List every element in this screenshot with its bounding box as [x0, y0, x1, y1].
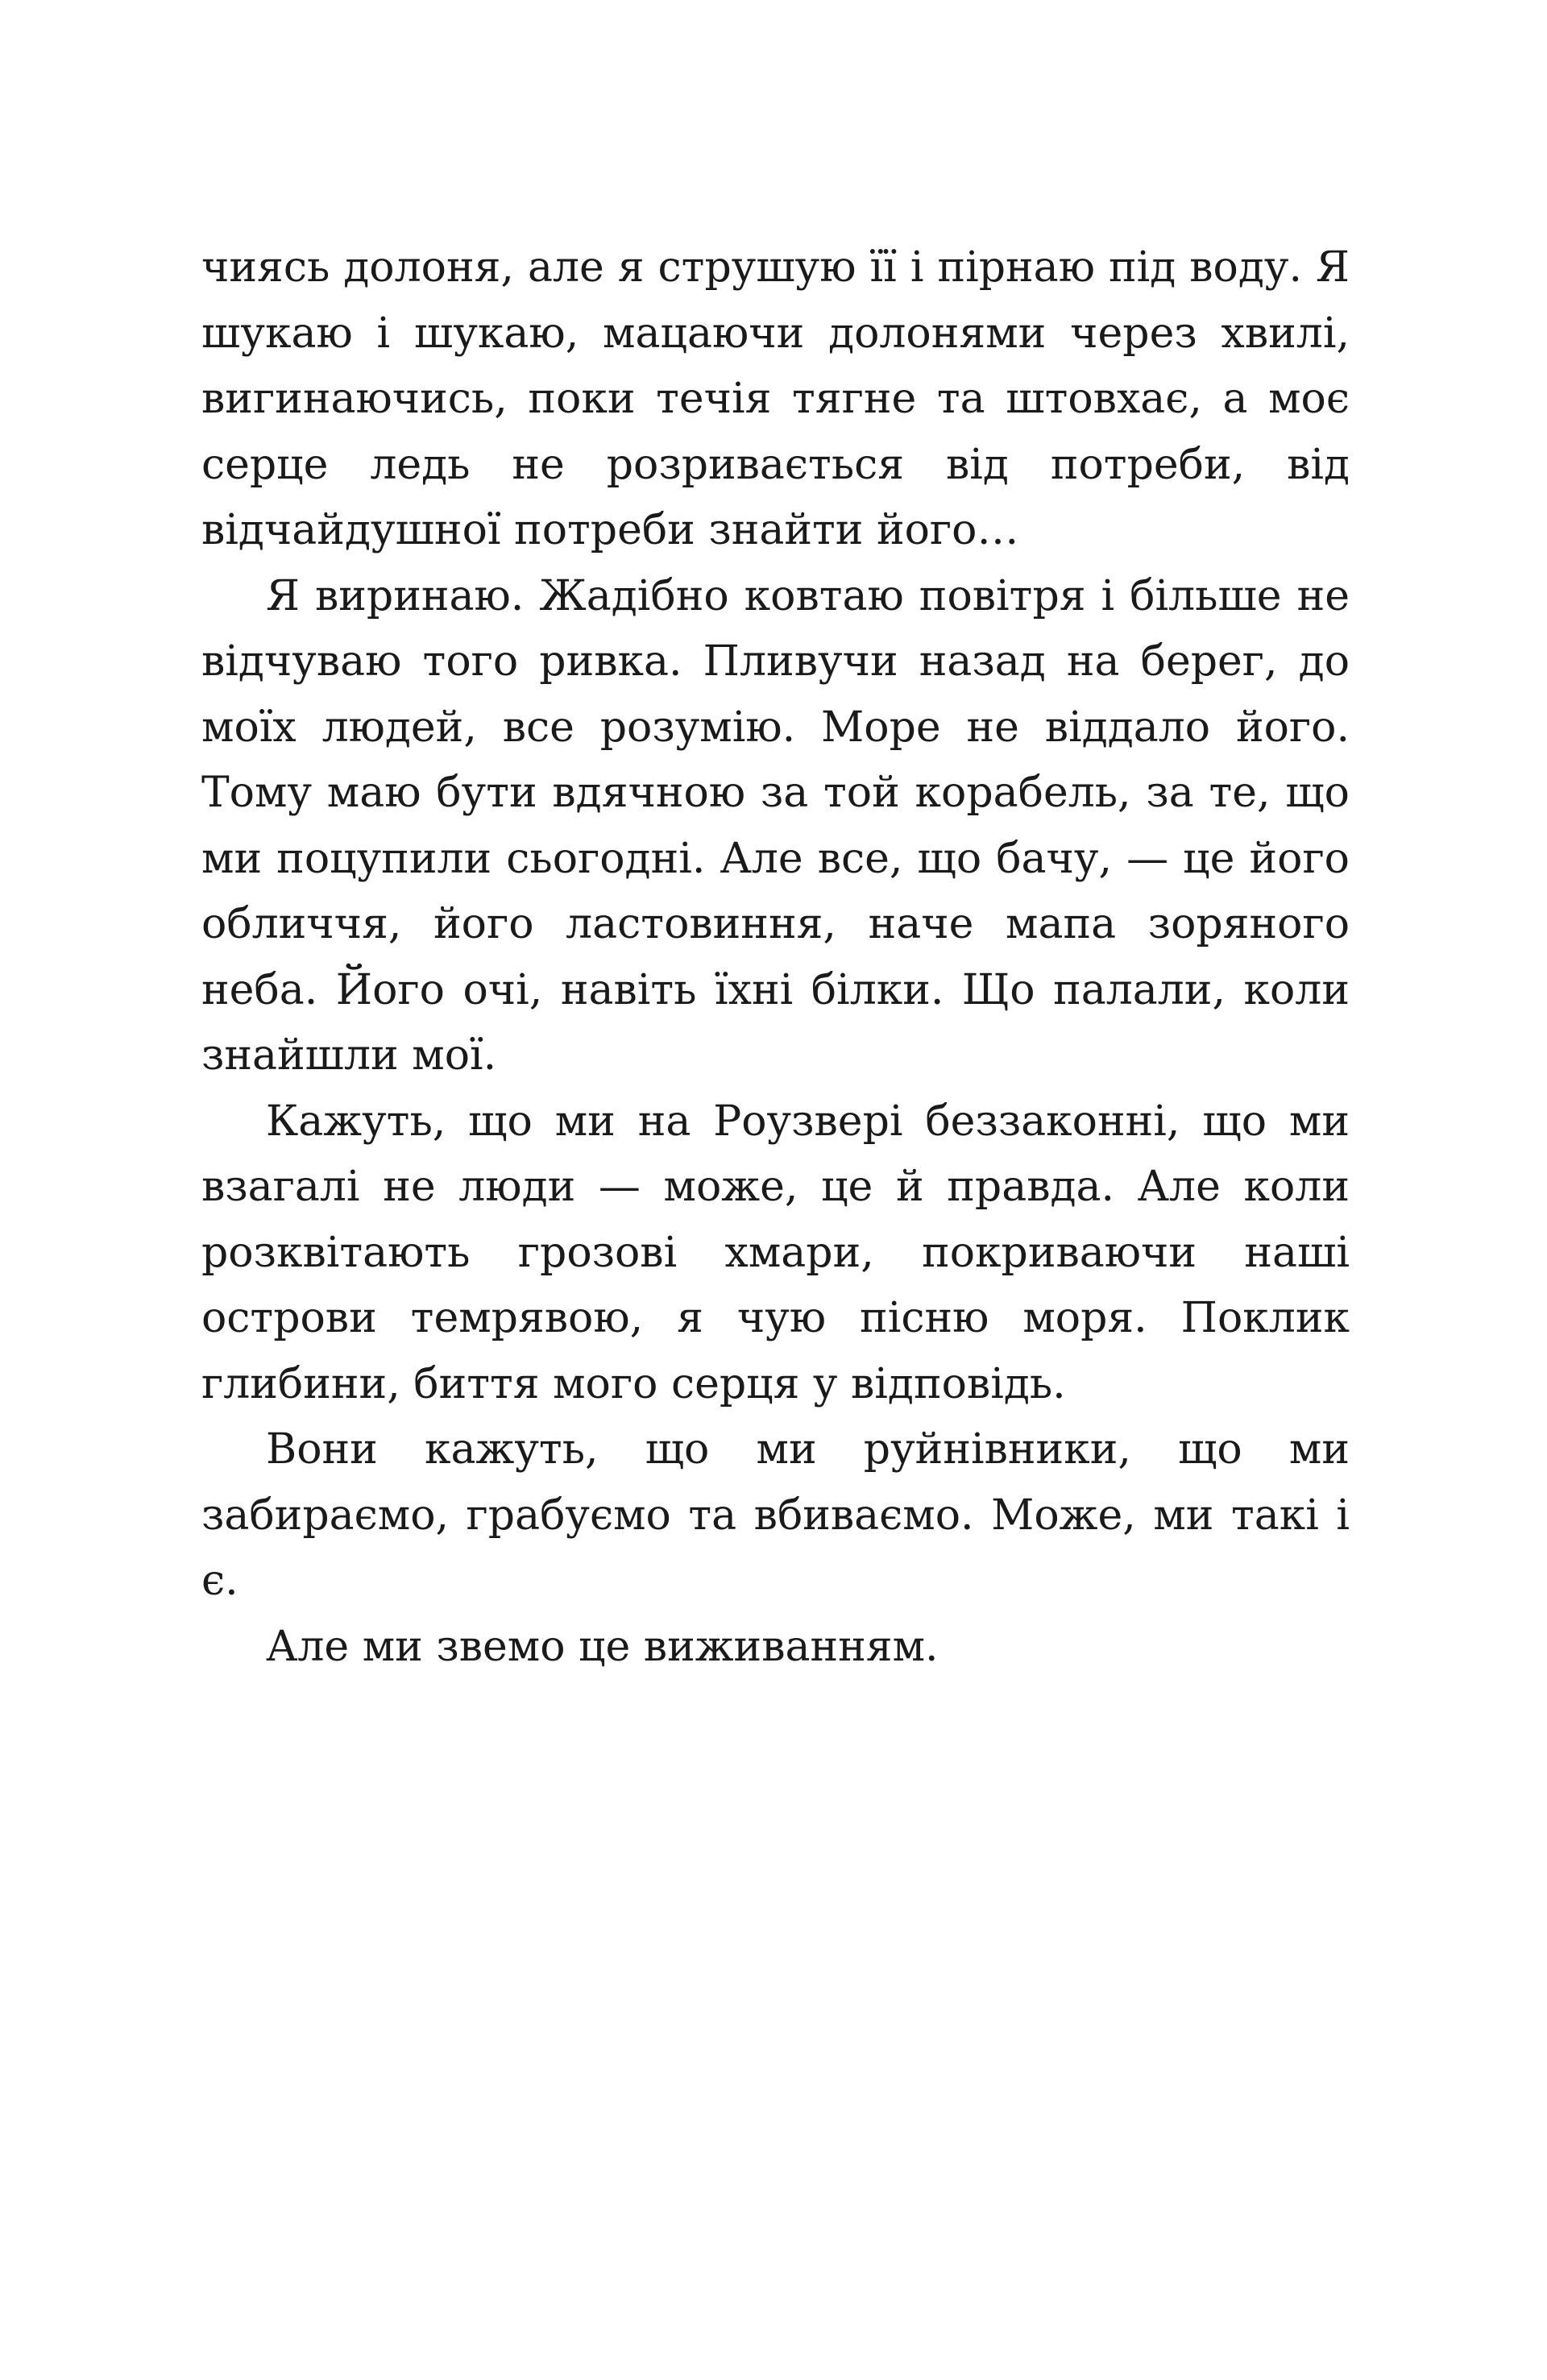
paragraph-2: Я виринаю. Жадібно ковтаю повітря і більше не відчуваю того ривка. Пливучи назад на берег, до моїх людей, все розумію. Море не віддало його. Тому маю бути вдячною за той корабель, за те, що ми поцупили сьогодні. Але все, що бачу, — це його обличчя, його ластовиння, наче мапа зоряного неба. Його очі, навіть їхні білки. Що палали, коли знайшли мої.: [201, 571, 1350, 1080]
paragraph-3: Кажуть, що ми на Роузвері беззаконні, що ми взагалі не люди — може, це й правда. Але коли розквітають грозові хмари, покриваючи наші острови темрявою, я чую пісню моря. Поклик глибини, биття мого серця у відповідь.: [201, 1097, 1350, 1408]
page-text: [201, 235, 1350, 1680]
paragraph-1: чиясь долоня, але я струшую її і пірнаю під воду. Я шукаю і шукаю, мацаючи долонями через хвилі, вигинаючись, поки течія тягне та штовхає, а моє серце ледь не розривається від потреби, від відчайдушної потреби знайти його…: [201, 243, 1350, 554]
paragraph-5: Але ми звемо це виживанням.: [266, 1622, 939, 1671]
paragraph-4: Вони кажуть, що ми руйнівники, що ми забираємо, грабуємо та вбиваємо. Може, ми такі і є.: [201, 1425, 1350, 1605]
